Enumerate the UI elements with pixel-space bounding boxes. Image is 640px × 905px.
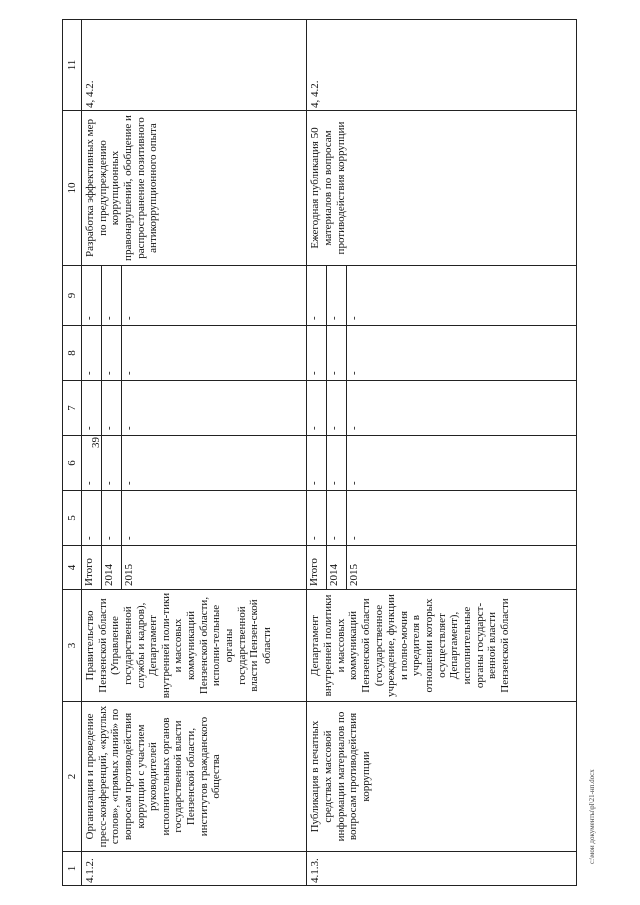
value-cell: -: [101, 491, 121, 546]
value-cell: -: [101, 266, 121, 326]
value-cell: -: [82, 266, 102, 326]
value-cell: -: [307, 266, 327, 326]
year-cell: 2015: [121, 546, 140, 590]
col-header-9: 9: [63, 266, 82, 326]
page-number: 39: [90, 437, 102, 448]
row-number: 4.1.2.: [82, 852, 307, 886]
col-header-3: 3: [63, 590, 82, 702]
value-cell: -: [327, 381, 347, 436]
col-header-1: 1: [63, 852, 82, 886]
year-cell: 2014: [327, 546, 347, 590]
value-cell: -: [82, 326, 102, 381]
value-cell: -: [327, 436, 347, 491]
year-cell: 2014: [101, 546, 121, 590]
result-text: Ежегодная публикация 50 материалов по вопросам противодействия коррупции: [307, 111, 577, 266]
col-header-4: 4: [63, 546, 82, 590]
col-header-6: 6: [63, 436, 82, 491]
value-cell: -: [101, 381, 121, 436]
program-measures-table: [62, 19, 577, 886]
value-cell: -: [327, 491, 347, 546]
value-cell: -: [327, 326, 347, 381]
value-cell: -: [307, 326, 327, 381]
indicator-text: 4, 4.2.: [307, 20, 577, 111]
value-cell: -: [121, 326, 140, 381]
col-header-5: 5: [63, 491, 82, 546]
value-cell: -: [121, 436, 140, 491]
value-cell: -: [347, 436, 366, 491]
value-cell: -: [121, 381, 140, 436]
col-header-7: 7: [63, 381, 82, 436]
value-cell: -: [347, 381, 366, 436]
indicator-text: 4, 4.2.: [82, 20, 307, 111]
rotated-table-container: [62, 20, 577, 886]
executor-text: Правительство Пензенской области (Управление государственной службы и кадров), Департамент внутренней поли-тики и массовых коммуникаций Пензенской области, исполни-тельные органы государственной власти Пензен-ской области: [82, 590, 307, 702]
value-cell: -: [307, 381, 327, 436]
table-row: [82, 20, 102, 886]
value-cell: -: [82, 491, 102, 546]
measure-text: Организация и проведение пресс-конференций, «круглых столов», «прямых линий» по вопросам противодействия коррупции с участием руководителей исполнительных органов государственной власти Пензенской области, институтов гражданского общества: [82, 702, 307, 852]
value-cell: -: [121, 491, 140, 546]
value-cell: -: [101, 326, 121, 381]
measure-text: Публикация в печатных средствах массовой информации материалов по вопросам противодействия коррупции: [307, 702, 577, 852]
header-row: [63, 20, 82, 886]
col-header-8: 8: [63, 326, 82, 381]
col-header-2: 2: [63, 702, 82, 852]
value-cell: -: [347, 266, 366, 326]
result-text: Разработка эффективных мер по предупреждению коррупционных правонарушений, обобщение и распространение позитивного антикоррупционного опыта: [82, 111, 307, 266]
value-cell: -: [121, 266, 140, 326]
value-cell: -: [347, 326, 366, 381]
row-number: 4.1.3.: [307, 852, 577, 886]
value-cell: -: [347, 491, 366, 546]
year-cell: Итого: [307, 546, 327, 590]
year-cell: Итого: [82, 546, 102, 590]
executor-text: Департамент внутренней политики и массовых коммуникаций Пензенской области (государственное учреждение, функции и полно-мочия учредителя в отношении которых осуществляет Департамент), исполнительные органы государст-венной власти Пензенской области: [307, 590, 577, 702]
value-cell: -: [327, 266, 347, 326]
value-cell: -: [82, 381, 102, 436]
col-header-11: 11: [63, 20, 82, 111]
year-cell: 2015: [347, 546, 366, 590]
footer-file-path: c:\мои документы\pl\21-нп.docx: [588, 769, 596, 864]
col-header-10: 10: [63, 111, 82, 266]
value-cell: -: [307, 491, 327, 546]
table-row: [307, 20, 327, 886]
value-cell: -: [82, 436, 102, 491]
value-cell: -: [101, 436, 121, 491]
value-cell: -: [307, 436, 327, 491]
